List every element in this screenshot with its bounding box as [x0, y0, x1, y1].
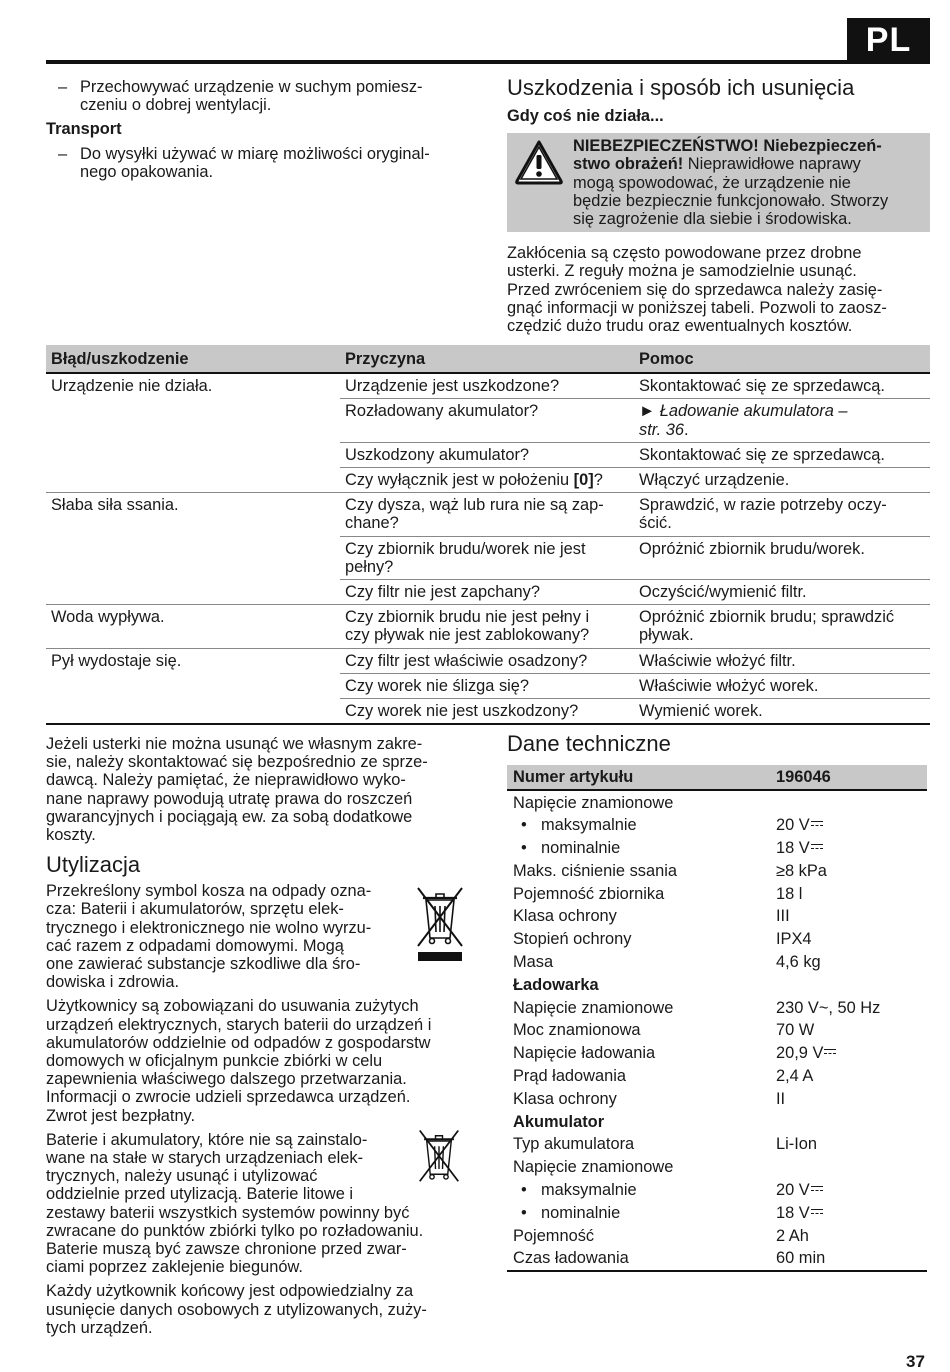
text-line: Informacji o zwrocie udzieli sprzedawca urządzeń. — [46, 1088, 411, 1107]
text-line: Każdy użytkownik końcowy jest odpowiedzialny za — [46, 1282, 414, 1301]
cause-line: Czy dysza, wąż lub rura nie są zap- — [345, 496, 604, 515]
tech-value: III — [776, 907, 790, 926]
tech-row — [507, 1179, 927, 1202]
table-row — [46, 648, 930, 673]
text-line: trycznego i elektronicznego nie wolno wyrzu- — [46, 918, 372, 937]
help-line: ścić. — [639, 514, 672, 533]
cause-cell: Rozładowany akumulator? — [340, 399, 634, 442]
tech-section-label: Ładowarka — [513, 975, 599, 994]
text-line: Przekreślony symbol kosza na odpady ozna- — [46, 882, 372, 901]
left-top-column — [46, 78, 476, 181]
text-line: usunięcie danych osobowych z utylizowanych, zuży- — [46, 1300, 427, 1319]
tech-table-header — [507, 765, 927, 790]
warning-title-2: stwo obrażeń! — [573, 155, 684, 174]
fault-cell — [46, 442, 340, 467]
intro-line: Przed zwróceniem się do sprzedawca należy zasię- — [507, 280, 883, 299]
text-line: zwracane do punktów zbiórki tylko po rozładowaniu. — [46, 1221, 424, 1240]
faults-subtitle: Gdy coś nie działa... — [507, 107, 664, 125]
tech-key: maksymalnie — [541, 816, 637, 835]
tech-value: IPX4 — [776, 930, 812, 949]
table-row — [46, 399, 930, 442]
faults-section — [507, 75, 930, 335]
intro-line: gnąć informacji w poniższej tabeli. Pozwoli to zaosz- — [507, 298, 887, 317]
table-row — [46, 493, 930, 536]
tech-table — [507, 765, 927, 1272]
tech-value: Li-Ion — [776, 1135, 818, 1154]
fault-table-header — [46, 345, 930, 373]
fault-cell — [46, 468, 340, 493]
cause-text-end: ? — [593, 471, 603, 490]
tech-value: 60 min — [770, 1247, 927, 1271]
fault-cell — [46, 536, 340, 579]
tech-value — [770, 790, 927, 814]
disposal-title: Utylizacja — [46, 852, 141, 878]
tech-key: maksymalnie — [541, 1181, 637, 1200]
tech-key: Czas ładowania — [507, 1247, 770, 1271]
help-cell: Oczyścić/wymienić filtr. — [634, 580, 930, 605]
text-line: trycznych, należy usunąć i utylizować — [46, 1167, 318, 1186]
dc-symbol-icon — [811, 1207, 823, 1217]
cause-cell — [340, 536, 634, 579]
cause-line: pełny? — [345, 557, 394, 576]
text-line: urządzeń elektrycznych, starych baterii do urządzeń i — [46, 1015, 432, 1034]
tech-row — [507, 837, 927, 860]
help-line: Sprawdzić, w razie potrzeby oczy- — [639, 496, 887, 515]
text-line: sie, należy skontaktować się bezpośrednio ze sprze- — [46, 753, 428, 772]
tech-key: Masa — [513, 953, 554, 972]
cause-line: Czy zbiornik brudu/worek nie jest — [345, 539, 586, 558]
tech-section-heading — [507, 1110, 927, 1133]
storage-line-1: Przechowywać urządzenie w suchym pomiesz- — [80, 78, 423, 96]
tech-key: Maks. ciśnienie ssania — [513, 861, 677, 880]
tech-value: 20 V — [776, 1181, 810, 1200]
text-line: cać razem z odpadami domowymi. Mogą — [46, 936, 344, 955]
dc-symbol-icon — [811, 819, 823, 829]
intro-line: usterki. Z reguły można je samodzielnie usunąć. — [507, 262, 857, 281]
tech-title: Dane techniczne — [507, 731, 671, 756]
tech-row — [507, 1088, 927, 1111]
disposal-paragraph-3 — [46, 1131, 478, 1277]
text-line: tych urządzeń. — [46, 1318, 153, 1337]
tech-row — [507, 1247, 927, 1271]
help-cell: Opróżnić zbiornik brudu/worek. — [634, 536, 930, 579]
storage-list-item — [46, 78, 476, 114]
text-line: Użytkownicy są zobowiązani do usuwania zużytych — [46, 997, 419, 1016]
text-line: gwarancyjnych i pociągają ew. za sobą dodatkowe — [46, 807, 413, 826]
faults-title: Uszkodzenia i sposób ich usunięcia — [507, 75, 855, 100]
tech-value: 4,6 kg — [776, 953, 821, 972]
cause-cell: Czy worek nie jest uszkodzony? — [340, 699, 634, 725]
table-row — [46, 673, 930, 698]
warning-text-3: będzie bezpiecznie funkcjonowało. Stworzy — [573, 191, 889, 210]
cause-cell — [340, 605, 634, 648]
dc-symbol-icon — [811, 1184, 823, 1194]
tech-row — [507, 1156, 927, 1179]
tech-section — [507, 731, 930, 1272]
switch-position: [0] — [573, 471, 594, 490]
disposal-paragraph-4 — [46, 1282, 478, 1337]
fault-cell — [46, 673, 340, 698]
tech-row — [507, 882, 927, 905]
cause-line: Czy zbiornik brudu nie jest pełny i — [345, 608, 590, 627]
text-line: wane na stałe w starych urządzeniach elek- — [46, 1149, 364, 1168]
text-line: koszty. — [46, 826, 96, 845]
tech-value: 20 V — [776, 816, 810, 835]
table-row — [46, 468, 930, 493]
tech-row — [507, 860, 927, 883]
tech-section-label: Akumulator — [513, 1112, 605, 1131]
column-header-fault: Błąd/uszkodzenie — [46, 345, 340, 373]
cause-line: czy pływak nie jest zablokowany? — [345, 626, 590, 645]
dash-marker: – — [58, 144, 68, 163]
table-row — [46, 699, 930, 725]
tech-value: ≥8 kPa — [776, 861, 827, 880]
cause-line: chane? — [345, 514, 399, 533]
help-cell: Właściwie włożyć filtr. — [634, 648, 930, 673]
help-cell: Skontaktować się ze sprzedawcą. — [634, 442, 930, 467]
tech-row — [507, 928, 927, 951]
tech-key: Prąd ładowania — [513, 1067, 626, 1086]
cause-cell: Urządzenie jest uszkodzone? — [345, 377, 560, 396]
cause-cell: Czy worek nie ślizga się? — [340, 673, 634, 698]
article-number-label: Numer artykułu — [507, 765, 770, 790]
table-row — [46, 373, 930, 399]
cross-reference-link[interactable]: Ładowanie akumulatora – — [659, 402, 848, 421]
help-line: Opróżnić zbiornik brudu; sprawdzić — [639, 608, 895, 627]
fault-table — [46, 345, 930, 725]
table-row — [46, 580, 930, 605]
tech-value: 230 V~, 50 Hz — [776, 998, 881, 1017]
tech-row — [507, 905, 927, 928]
storage-line-2: czeniu o dobrej wentylacji. — [80, 96, 272, 115]
period: . — [683, 420, 689, 439]
text-line: Baterie i akumulatory, które nie są zainstalo- — [46, 1130, 368, 1149]
tech-value: 18 V — [776, 1203, 810, 1222]
tech-value: II — [776, 1089, 786, 1108]
fault-cell: Słaba siła ssania. — [46, 493, 340, 536]
tech-key: nominalnie — [541, 839, 621, 858]
dash-marker: – — [58, 78, 68, 96]
table-row — [46, 442, 930, 467]
tech-row — [507, 814, 927, 837]
warning-text-2: mogą spowodować, że urządzenie nie — [573, 173, 851, 192]
transport-list-item — [46, 145, 476, 181]
tech-value: 70 W — [776, 1021, 815, 1040]
tech-key: Typ akumulatora — [513, 1135, 635, 1154]
tech-row — [507, 1133, 927, 1156]
left-bottom-column — [46, 735, 478, 1337]
help-cell: Wymienić worek. — [634, 699, 930, 725]
tech-section-heading — [507, 974, 927, 997]
cause-cell: Czy filtr nie jest zapchany? — [340, 580, 634, 605]
help-cell — [634, 399, 930, 442]
intro-line: Zakłócenia są często powodowane przez drobne — [507, 244, 862, 263]
tech-row — [507, 1065, 927, 1088]
tech-row — [507, 1224, 927, 1247]
text-line: dawcą. Należy pamiętać, że nieprawidłowo wyko- — [46, 771, 406, 790]
text-line: Jeżeli usterki nie można usunąć we własnym zakre- — [46, 735, 423, 753]
warning-triangle-icon — [514, 139, 564, 185]
tech-row — [507, 1019, 927, 1042]
cross-reference-arrow-icon: ► — [639, 402, 656, 421]
disposal-paragraph-1 — [46, 882, 478, 991]
text-line: oddzielnie przed utylizacją. Baterie litowe i — [46, 1185, 354, 1204]
dc-symbol-icon — [824, 1047, 836, 1057]
transport-line-2: nego opakowania. — [80, 162, 214, 181]
fault-cell: Woda wypływa. — [46, 605, 340, 648]
bullet: • — [521, 839, 527, 858]
cause-cell: Czy filtr jest właściwie osadzony? — [340, 648, 634, 673]
fault-cell: Pył wydostaje się. — [46, 648, 340, 673]
tech-key: Napięcie ładowania — [513, 1044, 656, 1063]
text-line: nane naprawy powodują utratę prawa do roszczeń — [46, 789, 413, 808]
text-line: ciami poprzez zaklejenie biegunów. — [46, 1258, 303, 1277]
intro-line: czędzić dużo trudu oraz ewentualnych kosztów. — [507, 317, 853, 336]
tech-row — [507, 951, 927, 974]
tech-key: Napięcie znamionowe — [513, 998, 674, 1017]
tech-row — [507, 790, 927, 814]
article-number-value: 196046 — [770, 765, 927, 790]
tech-key: Napięcie znamionowe — [513, 793, 674, 812]
help-cell — [634, 493, 930, 536]
tech-key: Stopień ochrony — [513, 930, 632, 949]
bullet: • — [521, 1203, 527, 1222]
cause-cell — [340, 468, 634, 493]
fault-table-wrapper — [46, 345, 930, 725]
page-number: 37 — [906, 1352, 925, 1371]
tech-value: 18 V — [776, 839, 810, 858]
help-line: pływak. — [639, 626, 694, 645]
text-line: dowiska i zdrowia. — [46, 973, 179, 992]
cause-text: Czy wyłącznik jest w położeniu — [345, 471, 574, 490]
column-header-cause: Przyczyna — [340, 345, 634, 373]
fault-cell — [46, 580, 340, 605]
text-line: one zawierać substancje szkodliwe dla śro- — [46, 955, 361, 974]
tech-value: 20,9 V — [776, 1044, 824, 1063]
disposal-paragraph-2 — [46, 997, 478, 1124]
bullet: • — [521, 816, 527, 835]
tech-value: 2,4 A — [776, 1067, 814, 1086]
text-line: Baterie muszą być zawsze chronione przed zwar- — [46, 1240, 407, 1259]
column-header-help: Pomoc — [634, 345, 930, 373]
cross-reference-page[interactable]: str. 36 — [639, 420, 684, 439]
tech-key: Klasa ochrony — [513, 1089, 617, 1108]
fault-cell — [46, 699, 340, 725]
warning-text-4: się zagrożenie dla siebie i środowiska. — [573, 210, 852, 229]
language-badge: PL — [847, 18, 930, 63]
text-line: domowych w oficjalnym punkcie zbiórki w celu — [46, 1052, 383, 1071]
tech-value — [770, 1156, 927, 1179]
tech-row — [507, 996, 927, 1019]
tech-key: nominalnie — [541, 1203, 621, 1222]
text-line: Zwrot jest bezpłatny. — [46, 1106, 196, 1125]
tech-value: 18 l — [776, 884, 803, 903]
tech-key: Napięcie znamionowe — [513, 1158, 674, 1177]
cause-cell: Uszkodzony akumulator? — [340, 442, 634, 467]
danger-warning-box — [507, 133, 930, 232]
warning-title-1: NIEBEZPIECZEŃSTWO! Niebezpieczeń- — [573, 137, 882, 156]
cause-cell — [340, 493, 634, 536]
help-cell: Włączyć urządzenie. — [634, 468, 930, 493]
tech-key: Pojemność zbiornika — [513, 884, 665, 903]
help-cell — [634, 605, 930, 648]
warning-text-1: Nieprawidłowe naprawy — [683, 155, 861, 174]
dc-symbol-icon — [811, 842, 823, 852]
bullet: • — [521, 1181, 527, 1200]
table-row — [46, 536, 930, 579]
faults-intro — [507, 244, 930, 335]
crossed-out-battery-bin-icon — [416, 1127, 462, 1183]
text-line: cza: Baterii i akumulatorów, sprzętu elek- — [46, 900, 344, 919]
transport-line-1: Do wysyłki używać w miarę możliwości oryginal- — [80, 144, 430, 163]
help-cell: Właściwie włożyć worek. — [634, 673, 930, 698]
text-line: zestawy baterii wszystkich systemów powinny być — [46, 1203, 410, 1222]
transport-heading: Transport — [46, 120, 122, 139]
tech-key: Klasa ochrony — [513, 907, 617, 926]
tech-row — [507, 1202, 927, 1225]
table-row — [46, 605, 930, 648]
tech-key: Pojemność — [513, 1226, 595, 1245]
tech-row — [507, 1042, 927, 1065]
help-cell: Skontaktować się ze sprzedawcą. — [639, 377, 885, 396]
tech-value: 2 Ah — [776, 1226, 809, 1245]
text-line: akumulatorów oddzielnie od odpadów z gospodarstw — [46, 1033, 431, 1052]
fault-cell — [46, 399, 340, 442]
crossed-out-bin-icon — [414, 884, 466, 962]
header-rule — [46, 60, 930, 64]
fault-cell: Urządzenie nie działa. — [51, 377, 213, 396]
text-line: zapewnienia właściwego dalszego przetwarzania. — [46, 1070, 407, 1089]
after-table-paragraph — [46, 735, 478, 844]
tech-key: Moc znamionowa — [513, 1021, 641, 1040]
